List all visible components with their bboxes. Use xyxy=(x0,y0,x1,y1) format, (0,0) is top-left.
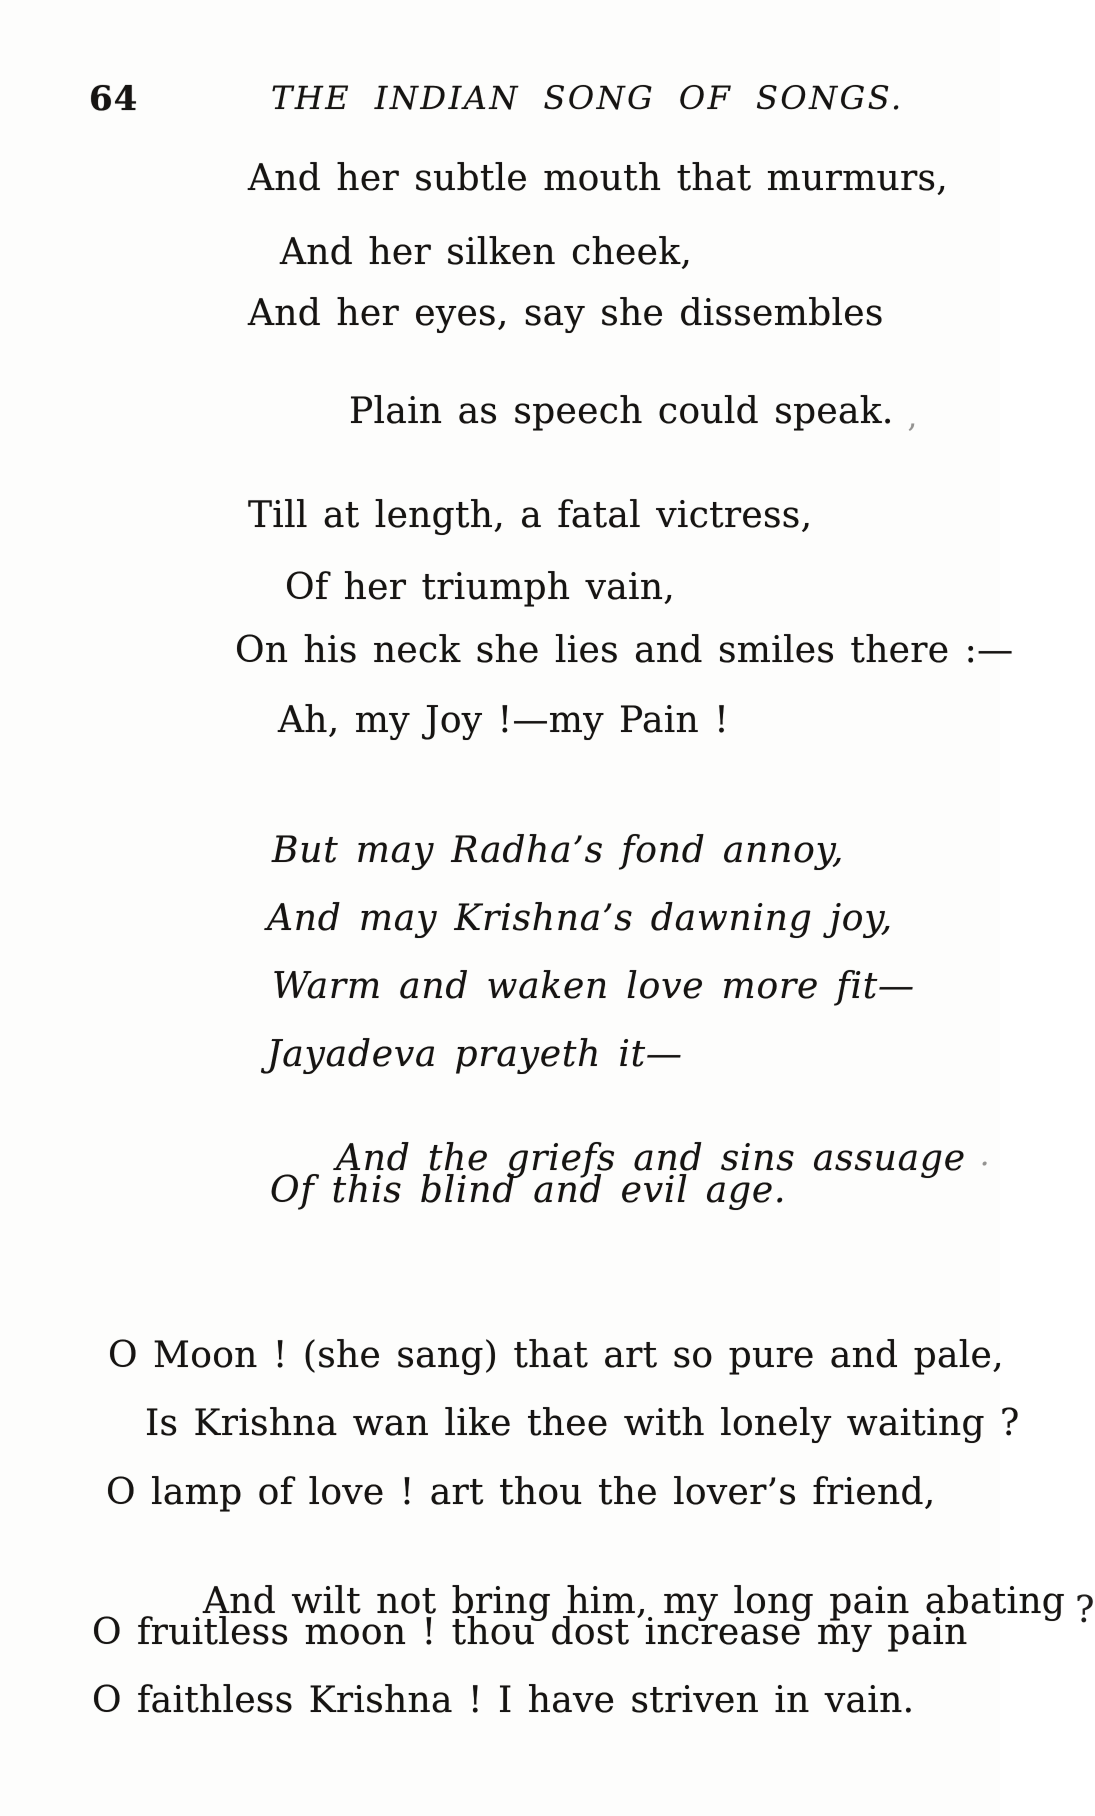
poem-line: Jayadeva prayeth it— xyxy=(267,1034,683,1075)
poem-line: Of this blind and evil age. xyxy=(270,1170,787,1211)
poem-line-text: And wilt not bring him, my long pain abating xyxy=(202,1581,1066,1622)
poem-line xyxy=(288,358,917,466)
poem-line: O faithless Krishna ! I have striven in vain. xyxy=(92,1680,915,1721)
running-header: THE INDIAN SONG OF SONGS. xyxy=(271,79,904,117)
question-mark: ? xyxy=(1075,1590,1095,1631)
poem-line: And her subtle mouth that murmurs, xyxy=(248,158,949,199)
poem-line: Warm and waken love more fit— xyxy=(272,966,915,1007)
poem-line: O lamp of love ! art thou the lover’s friend, xyxy=(106,1472,936,1513)
poem-line: And her silken cheek, xyxy=(280,232,693,273)
poem-line: On his neck she lies and smiles there :— xyxy=(235,630,1014,671)
poem-line: But may Radha’s fond annoy, xyxy=(272,830,845,871)
poem-line-text: Plain as speech could speak. xyxy=(348,391,894,432)
ink-speck: , xyxy=(907,400,918,435)
poem-line: Ah, my Joy !—my Pain ! xyxy=(278,700,730,741)
poem-line: And may Krishna’s dawning joy, xyxy=(267,898,893,939)
poem-line: O Moon ! (she sang) that art so pure and pale, xyxy=(108,1335,1004,1376)
page-number: 64 xyxy=(89,79,139,119)
ink-speck: · xyxy=(979,1147,991,1182)
poem-line: Of her triumph vain, xyxy=(285,567,676,608)
poem-line: O fruitless moon ! thou dost increase my pain xyxy=(92,1612,968,1653)
poem-line: And her eyes, say she dissembles xyxy=(248,293,884,334)
poem-line: Is Krishna wan like thee with lonely waiting ? xyxy=(145,1403,1020,1444)
poem-line-text: And the griefs and sins assuage xyxy=(335,1138,966,1179)
poem-line: Till at length, a fatal victress, xyxy=(248,495,813,536)
